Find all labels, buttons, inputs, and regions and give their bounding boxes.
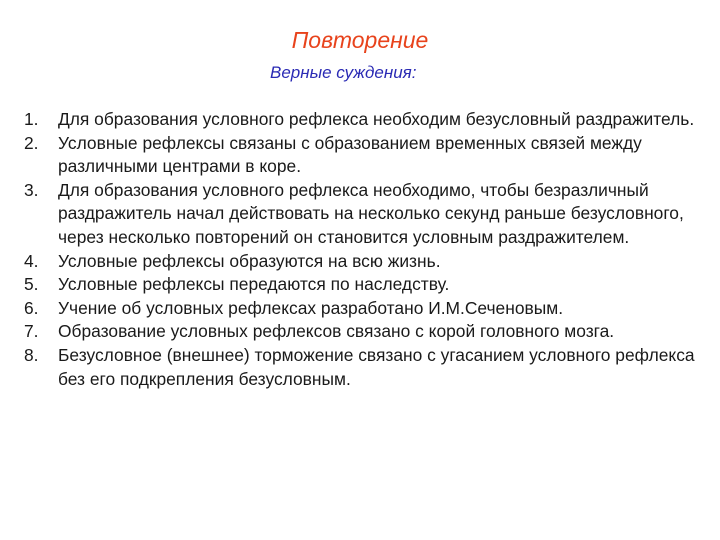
item-number: 1.	[24, 109, 39, 129]
statements-list	[24, 108, 704, 391]
list-item	[24, 250, 704, 274]
item-text: Условные рефлексы передаются по наследству.	[58, 274, 450, 295]
item-text: Для образования условного рефлекса необходимо, чтобы безразличный раздражитель начал действовать на несколько секунд раньше безусловного, через несколько повторений он становится условным раздражителем.	[58, 179, 684, 247]
list-item	[24, 179, 704, 250]
item-number: 6.	[24, 297, 39, 318]
list-item	[24, 132, 704, 179]
item-text: Для образования условного рефлекса необходим безусловный раздражитель.	[58, 109, 695, 129]
item-number: 4.	[24, 250, 39, 271]
item-number: 3.	[24, 179, 39, 200]
item-number: 8.	[24, 344, 39, 365]
item-text: Условные рефлексы связаны с образованием временных связей между различными центрами в коре.	[58, 132, 642, 177]
list-item	[24, 108, 704, 132]
slide-title: Повторение	[291, 27, 429, 53]
item-number: 7.	[24, 321, 39, 342]
list-item	[24, 297, 704, 321]
slide-subtitle: Верные суждения:	[270, 63, 417, 82]
item-text: Безусловное (внешнее) торможение связано с угасанием условного рефлекса без его подкрепления безусловным.	[58, 344, 695, 389]
list-item	[24, 273, 704, 297]
item-text: Условные рефлексы образуются на всю жизнь.	[58, 250, 441, 271]
list-item	[24, 320, 704, 344]
item-text: Учение об условных рефлексах разработано И.М.Сеченовым.	[58, 297, 564, 318]
item-number: 2.	[24, 132, 39, 153]
item-number: 5.	[24, 274, 39, 295]
item-text: Образование условных рефлексов связано с корой головного мозга.	[58, 321, 615, 342]
list-item	[24, 344, 704, 391]
